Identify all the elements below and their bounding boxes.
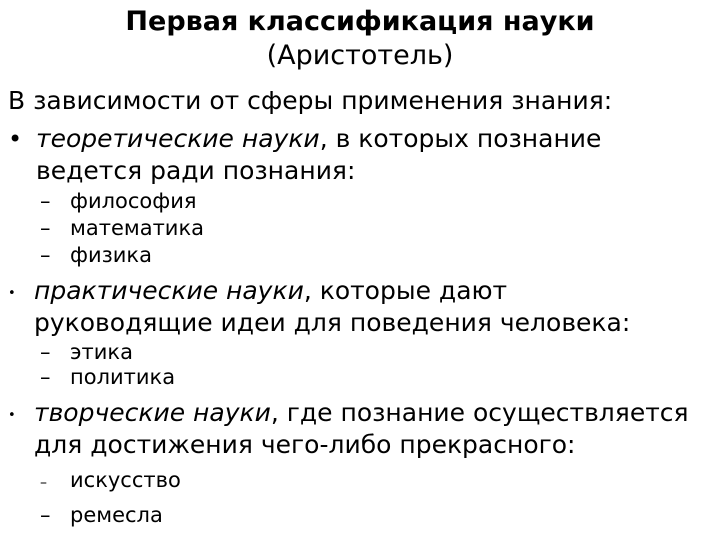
dash-marker: –: [40, 189, 51, 213]
section-3-emphasis: творческие науки: [34, 398, 271, 427]
bullet-3: •: [8, 408, 16, 423]
section-1-line1: [36, 124, 601, 153]
section-2-emphasis: практические науки: [34, 276, 304, 305]
list-item: [40, 468, 181, 492]
list-item: [40, 503, 163, 527]
page-subtitle: (Аристотель): [266, 40, 454, 71]
list-item-label: этика: [70, 340, 133, 364]
section-1-emphasis: теоретические науки: [36, 124, 320, 153]
section-1-line2: ведется ради познания:: [36, 156, 356, 185]
bullet-1: •: [8, 125, 23, 153]
list-item: [40, 365, 175, 389]
section-2-line2: руководящие идеи для поведения человека:: [34, 308, 631, 337]
list-item: [40, 243, 152, 267]
dash-marker: –: [40, 475, 47, 491]
dash-marker: –: [40, 216, 51, 240]
dash-marker: –: [40, 503, 51, 527]
list-item: [40, 340, 133, 364]
list-item: [40, 216, 204, 240]
list-item-label: искусство: [70, 468, 181, 492]
intro-text: В зависимости от сферы применения знания:: [8, 86, 613, 115]
section-2-rest: , которые дают: [303, 276, 508, 305]
dash-marker: –: [40, 340, 51, 364]
section-3-line1: [34, 398, 689, 427]
section-2-line1: [34, 276, 507, 305]
section-3-line2: для достижения чего-либо прекрасного:: [34, 430, 576, 459]
list-item-label: ремесла: [70, 503, 163, 527]
section-1-rest: , в которых познание: [319, 124, 602, 153]
page-title: Первая классификация науки: [125, 6, 595, 37]
dash-marker: –: [40, 243, 51, 267]
list-item-label: философия: [70, 189, 197, 213]
dash-marker: –: [40, 365, 51, 389]
list-item-label: математика: [70, 216, 205, 240]
list-item-label: политика: [70, 365, 176, 389]
list-item: [40, 189, 197, 213]
bullet-2: •: [8, 286, 16, 301]
section-3-rest: , где познание осуществляется: [270, 398, 689, 427]
list-item-label: физика: [70, 243, 152, 267]
